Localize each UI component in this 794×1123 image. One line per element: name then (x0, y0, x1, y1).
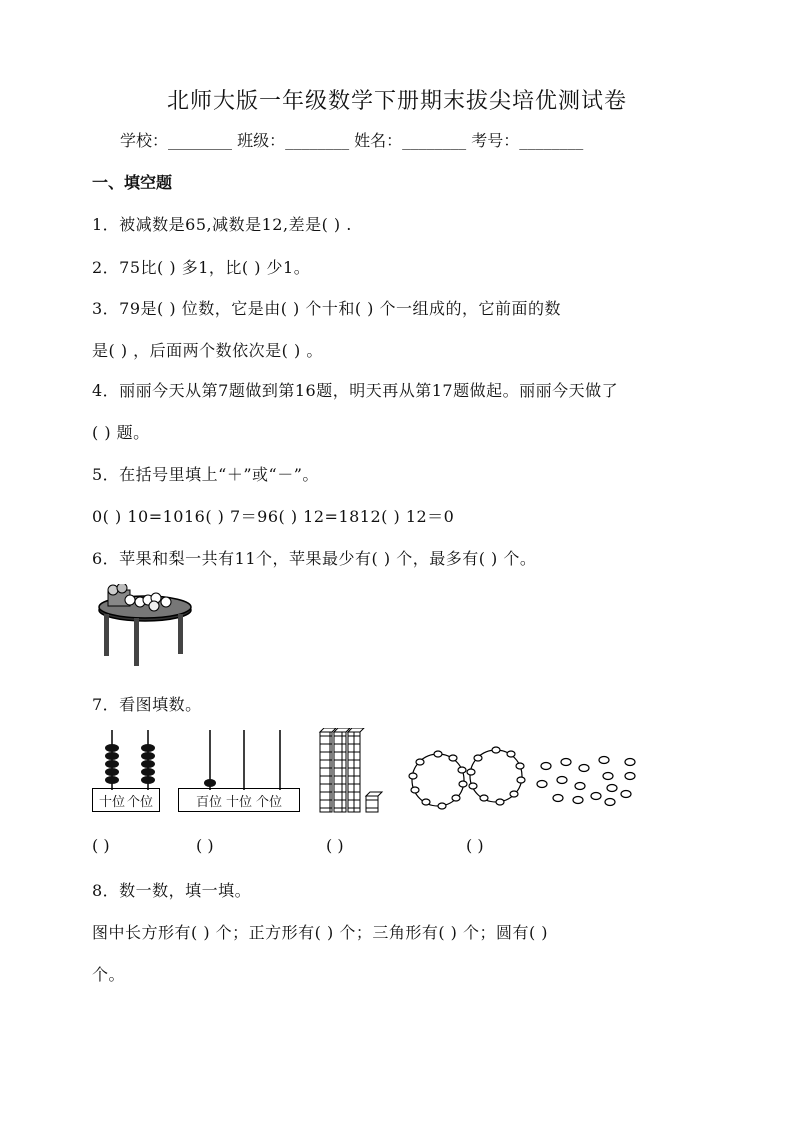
q7-answer-blank: ( ) (196, 836, 214, 855)
q7-answer-blank: ( ) (466, 836, 484, 855)
question-8-line-1: 图中长方形有( ) 个；正方形有( ) 个；三角形有( ) 个；圆有( ) (92, 923, 549, 942)
fruit-table-illustration (92, 584, 202, 668)
abacus-label: 十位 (98, 794, 125, 810)
question-8: 8．数一数，填一填。 (92, 881, 252, 900)
scattered-beads-illustration (532, 752, 644, 808)
cube-blocks-illustration (318, 728, 384, 816)
question-8-line-2: 个。 (92, 965, 126, 984)
abacus-two-digit (92, 730, 160, 812)
question-5-expressions: 0( ) 10=1016( ) 7＝96( ) 12=1812( ) 12＝0 (92, 507, 455, 526)
question-1: 1．被减数是65,减数是12,差是( ) . (92, 215, 352, 234)
question-7: 7．看图填数。 (92, 695, 202, 714)
section-heading-fill-in: 一、填空题 (92, 173, 173, 192)
question-4-line-1: 4．丽丽今天从第7题做到第16题，明天再从第17题做起。丽丽今天做了 (92, 381, 619, 400)
abacus-label: 个位 (127, 794, 154, 810)
q7-answer-blank: ( ) (92, 836, 110, 855)
q7-answer-blank: ( ) (326, 836, 344, 855)
question-4-line-2: ( ) 题。 (92, 423, 150, 442)
question-6: 6．苹果和梨一共有11个，苹果最少有( ) 个，最多有( ) 个。 (92, 549, 537, 568)
question-2: 2．75比( ) 多1，比( ) 少1。 (92, 258, 311, 277)
bead-rings-illustration (408, 744, 528, 814)
abacus-label: 十位 (225, 794, 252, 810)
question-3-line-2: 是( ) ，后面两个数依次是( ) 。 (92, 341, 323, 360)
student-info-line: 学校：________ 班级：________ 姓名：________ 考号：________ (120, 131, 584, 150)
abacus-three-digit (178, 730, 300, 812)
abacus-label: 个位 (256, 794, 283, 810)
question-5: 5．在括号里填上“＋”或“－”。 (92, 465, 319, 484)
page-title: 北师大版一年级数学下册期末拔尖培优测试卷 (166, 89, 627, 114)
question-3-line-1: 3．79是( ) 位数，它是由( ) 个十和( ) 个一组成的，它前面的数 (92, 299, 562, 318)
abacus-label: 百位 (195, 794, 222, 810)
